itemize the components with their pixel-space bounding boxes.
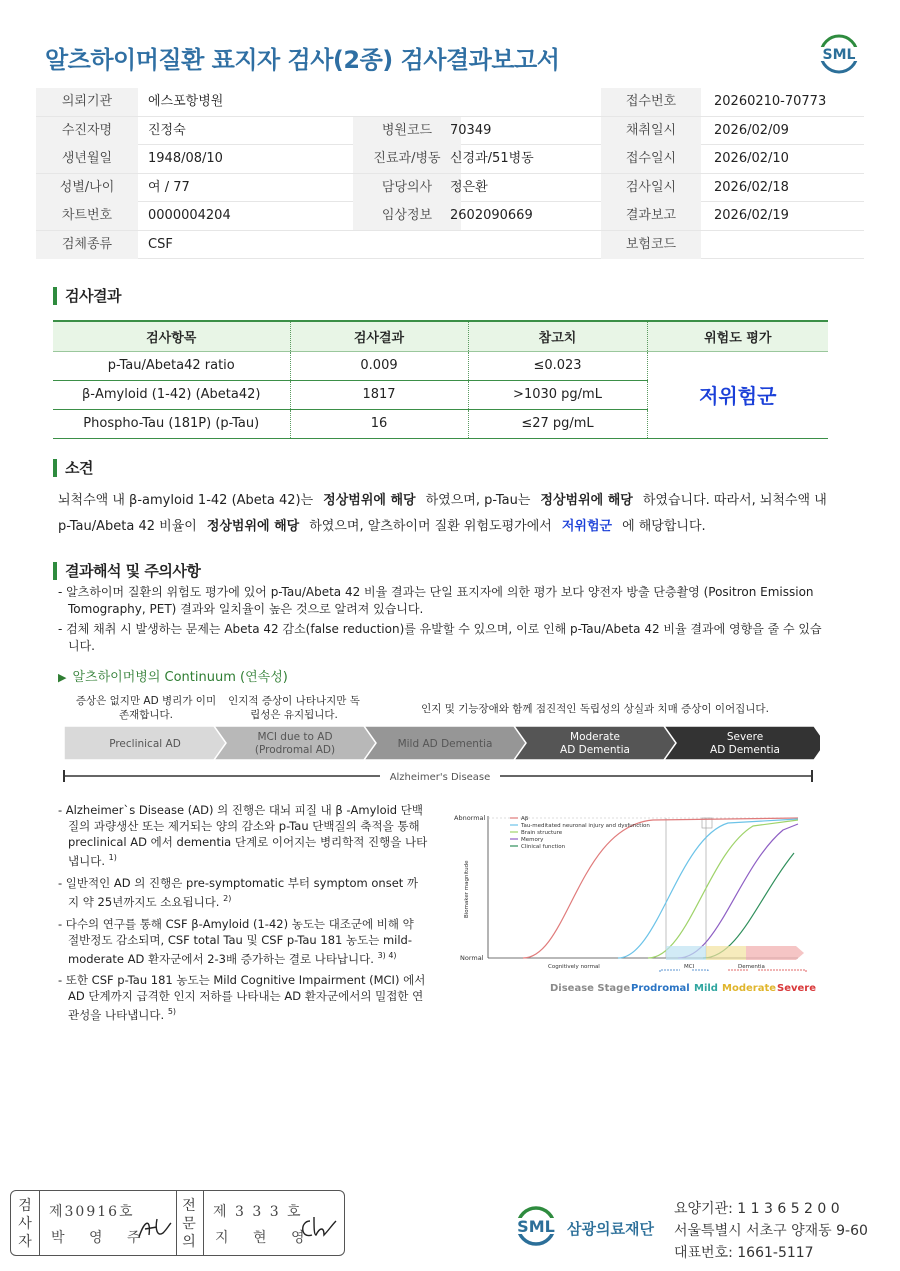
info-row (36, 145, 864, 174)
chart-y-bottom: Normal (460, 954, 484, 962)
result-value: 0.009 (290, 351, 468, 380)
info-value: 0000004204 (148, 208, 231, 223)
info-value: 에스포항병원 (148, 94, 224, 109)
result-value: 1817 (290, 380, 468, 409)
info-label: 임상정보 (353, 202, 461, 230)
continuum-desc-1: 증상은 없지만 AD 병리가 이미 존재합니다. (75, 695, 217, 721)
info-value: 2026/02/18 (714, 179, 789, 195)
result-reference: >1030 pg/mL (468, 380, 647, 409)
info-value: 70349 (450, 122, 492, 138)
list-item-text: - Alzheimer`s Disease (AD) 의 진행은 대뇌 피질 내 β -Amyloid 단백질의 과량생산 또는 제거되는 양의 감소와 p-Tau 단백질의 축적을 통해 preclinical AD 에서 dementia 단계로 이어지는 병리학적 진행을 나타냅니다. (58, 803, 428, 868)
info-label: 채취일시 (601, 117, 701, 145)
chart-y-label: Biomaker magnitude (464, 860, 470, 918)
info-value: 여 / 77 (148, 179, 190, 195)
risk-assessment: 저위험군 (647, 351, 828, 438)
info-label: 담당의사 (353, 174, 461, 202)
continuum-axis-label: Alzheimer's Disease (389, 772, 491, 783)
chart-x-mci: MCI (684, 964, 695, 970)
info-label: 병원코드 (353, 117, 461, 145)
footer-contact (674, 1198, 868, 1264)
curve-memory (678, 824, 798, 958)
findings-text: p-Tau/Abeta 42 비율이 (58, 519, 197, 534)
report-title: 알츠하이머질환 표지자 검사(2종) 검사결과보고서 (45, 46, 560, 74)
legend-entry: Memory (521, 837, 544, 843)
continuum-desc-3: 인지 및 기능장애와 함께 점진적인 독립성의 상실과 치매 증상이 이어집니다. (421, 703, 769, 715)
info-value: 정은환 (450, 179, 488, 195)
curve-tau (618, 819, 798, 958)
findings-text: 에 해당합니다. (622, 519, 706, 534)
curve-abeta (523, 818, 798, 958)
disease-stage-label: Disease Stage (550, 983, 631, 994)
results-header: 참고치 (468, 321, 647, 351)
signer-role: 검 사 자 (18, 1198, 32, 1250)
continuum-stage (514, 726, 676, 760)
continuum-title-text: 알츠하이머병의 Continuum (연속성) (72, 670, 288, 685)
patient-info-grid (36, 88, 864, 259)
continuum-stage (64, 726, 226, 760)
results-header: 위험도 평가 (647, 321, 828, 351)
results-table (53, 320, 828, 439)
legend-entry: Aβ (521, 816, 529, 822)
play-triangle-icon: ▶ (58, 671, 67, 684)
sml-logo (815, 30, 863, 78)
continuum-desc-2: 인지적 증상이 나타나지만 독립성은 유지됩니다. (228, 695, 360, 721)
signer-license: 제 3 3 3 호 (213, 1204, 303, 1220)
note-item: - 검체 채취 시 발생하는 문제는 Abeta 42 감소(false reduction)를 유발할 수 있으며, 이로 인해 p-Tau/Abeta 42 비율 결과에 영향을 줄 수 있습니다. (58, 622, 822, 653)
info-value: 2026/02/09 (714, 122, 789, 138)
info-label: 성별/나이 (36, 174, 138, 202)
info-label: 검체종류 (36, 231, 138, 259)
results-header: 검사항목 (53, 321, 290, 351)
phone: 대표번호: 1661-5117 (674, 1245, 814, 1261)
stage-severe: Severe (777, 983, 816, 994)
info-row (36, 88, 864, 117)
info-row (36, 117, 864, 146)
continuum-stage-label: AD Dementia (710, 744, 780, 756)
signer-name: 지 현 영 (215, 1230, 315, 1246)
info-value: 신경과/51병동 (450, 151, 534, 166)
info-row (36, 174, 864, 203)
list-item-text: - 또한 CSF p-Tau 181 농도는 Mild Cognitive Impairment (MCI) 에서 AD 단계까지 급격한 인지 저하를 나타내는 AD 환자군에서의 밀접한 연관성을 나타냅니다. (58, 973, 426, 1023)
continuum-stage (664, 726, 820, 760)
info-label: 보험코드 (601, 231, 701, 259)
info-value: 20260210-70773 (714, 94, 827, 109)
section-title-findings: 소견 (53, 459, 93, 477)
result-item: Phospho-Tau (181P) (p-Tau) (53, 409, 290, 438)
continuum-stage-label: Preclinical AD (109, 738, 181, 750)
continuum-stage (214, 726, 376, 760)
stage-mild: Mild (694, 983, 718, 994)
findings-emphasis: 정상범위에 해당 (206, 519, 300, 534)
footer-logo-text: SML (517, 1217, 555, 1236)
signature-mark (135, 1215, 175, 1243)
info-label: 진료과/병동 (353, 145, 461, 173)
signer-role: 전 문 의 (182, 1198, 196, 1250)
biomarker-chart (448, 808, 828, 998)
info-label: 결과보고 (601, 202, 701, 230)
info-value: 2026/02/10 (714, 151, 789, 166)
info-label: 의뢰기관 (36, 88, 138, 116)
foundation-name: 삼광의료재단 (567, 1220, 654, 1238)
findings-text: 뇌척수액 내 β-amyloid 1-42 (Abeta 42)는 (58, 493, 314, 508)
table-row (53, 351, 828, 380)
info-row (36, 202, 864, 231)
continuum-stage-label: MCI due to AD (257, 731, 333, 743)
continuum-diagram (60, 722, 820, 788)
reference-mark: 3) 4) (377, 950, 397, 960)
chart-x-dementia: Dementia (738, 964, 765, 970)
info-label: 접수일시 (601, 145, 701, 173)
result-item: β-Amyloid (1-42) (Abeta42) (53, 380, 290, 409)
results-header: 검사결과 (290, 321, 468, 351)
signer-name: 박 영 주 (51, 1230, 151, 1246)
info-label: 차트번호 (36, 202, 138, 230)
chart-x-left: Cognitively normal (548, 964, 600, 970)
continuum-stage-label: Severe (726, 731, 764, 743)
findings-risk: 저위험군 (561, 519, 613, 534)
list-item (58, 916, 428, 967)
institution-code: 요양기관: 1 1 3 6 5 2 0 0 (674, 1201, 840, 1217)
result-value: 16 (290, 409, 468, 438)
address: 서울특별시 서초구 양재동 9-60 (674, 1223, 868, 1239)
continuum-stage-label: AD Dementia (560, 744, 630, 756)
list-item (58, 875, 428, 910)
section-title-interpretation: 결과해석 및 주의사항 (53, 562, 200, 580)
sml-logo-text: SML (822, 47, 856, 63)
info-value: CSF (148, 236, 173, 252)
list-item (58, 972, 428, 1023)
info-value: 진정숙 (148, 122, 186, 138)
findings-emphasis: 정상범위에 해당 (540, 493, 633, 508)
legend-entry: Clinical function (521, 844, 566, 850)
result-reference: ≤0.023 (468, 351, 647, 380)
footer-logo (512, 1200, 560, 1252)
stage-moderate: Moderate (722, 983, 777, 994)
list-item (58, 802, 428, 869)
list-item-text: - 일반적인 AD 의 진행은 pre-symptomatic 부터 symptom onset 까지 약 25년까지도 소요됩니다. (58, 875, 419, 909)
signature-mark (296, 1213, 340, 1243)
findings-line-2 (58, 512, 838, 542)
note-item: - 알츠하이머 질환의 위험도 평가에 있어 p-Tau/Abeta 42 비율 결과는 단일 표지자에 의한 평가 보다 양전자 방출 단층촬영 (Positron Emission Tomography, PET) 결과와 일치율이 높은 것으로 알려져 있습니다. (58, 585, 814, 616)
signer-license: 제30916호 (49, 1204, 135, 1220)
curve-brain (648, 820, 798, 958)
ad-progression-notes (58, 802, 428, 1029)
continuum-stage (364, 726, 526, 760)
continuum-stage-label: Moderate (570, 731, 620, 743)
findings-emphasis: 정상범위에 해당 (323, 493, 416, 508)
info-value: 2602090669 (450, 208, 533, 223)
legend-entry: Tau-meditated neuronal injury and dysfunction (521, 823, 650, 829)
reference-mark: 5) (167, 1007, 177, 1017)
findings-text: 하였으며, p-Tau는 (425, 493, 531, 508)
continuum-stage-label: (Prodromal AD) (254, 744, 336, 756)
info-value: 1948/08/10 (148, 151, 223, 166)
continuum-title (58, 666, 288, 685)
reference-mark: 1) (108, 853, 117, 862)
info-label: 생년월일 (36, 145, 138, 173)
result-item: p-Tau/Abeta42 ratio (53, 351, 290, 380)
chart-y-top: Abnormal (454, 814, 486, 822)
findings-text: 하였으며, 알츠하이머 질환 위험도평가에서 (309, 519, 552, 534)
result-reference: ≤27 pg/mL (468, 409, 647, 438)
info-row (36, 231, 864, 260)
signature-box (10, 1190, 345, 1256)
info-label: 수진자명 (36, 117, 138, 145)
reference-mark: 2) (223, 893, 232, 903)
findings-text: 하였습니다. 따라서, 뇌척수액 내 (642, 493, 827, 508)
info-value: 2026/02/19 (714, 208, 789, 223)
continuum-stage-label: Mild AD Dementia (397, 738, 493, 750)
list-item-text: - 다수의 연구를 통해 CSF β-Amyloid (1-42) 농도는 대조군에 비해 약 절반정도 감소되며, CSF total Tau 및 CSF p-Tau 181 농도는 mild-moderate AD 환자군에서 2-3배 증가하는 결로 나타납니다. (58, 916, 414, 966)
legend-entry: Brain structure (521, 830, 563, 836)
info-label: 접수번호 (601, 88, 701, 116)
stage-prodromal: Prodromal (631, 983, 690, 994)
section-title-results: 검사결과 (53, 287, 121, 305)
interpretation-notes (58, 584, 828, 658)
info-label: 검사일시 (601, 174, 701, 202)
